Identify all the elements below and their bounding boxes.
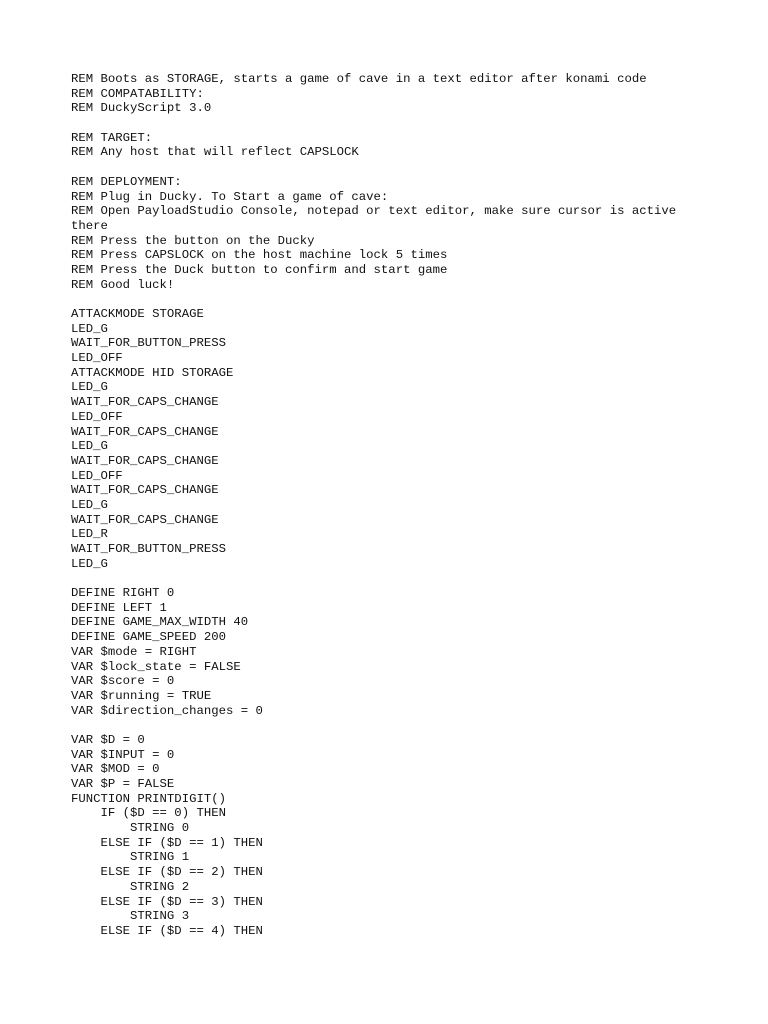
code-line: WAIT_FOR_CAPS_CHANGE [71, 395, 219, 410]
code-line: ELSE IF ($D == 2) THEN [71, 865, 263, 880]
code-line: ELSE IF ($D == 4) THEN [71, 923, 263, 938]
code-line: STRING 2 [71, 879, 190, 894]
code-line: STRING 0 [71, 821, 190, 836]
code-line: there [71, 218, 108, 233]
code-line: STRING 1 [71, 850, 190, 865]
code-line: LED_G [71, 321, 108, 336]
code-line: REM COMPATABILITY: [71, 86, 204, 101]
code-line: DEFINE RIGHT 0 [71, 586, 175, 601]
code-line: WAIT_FOR_CAPS_CHANGE [71, 512, 219, 527]
code-line: ELSE IF ($D == 3) THEN [71, 894, 263, 909]
code-line: VAR $mode = RIGHT [71, 644, 197, 659]
code-line: REM Press CAPSLOCK on the host machine lock 5 times [71, 248, 448, 263]
code-line: REM Press the Duck button to confirm and start game [71, 262, 448, 277]
code-line [71, 116, 711, 131]
code-line: ATTACKMODE HID STORAGE [71, 365, 234, 380]
code-line: IF ($D == 0) THEN [71, 806, 226, 821]
code-line: LED_OFF [71, 409, 123, 424]
code-line: LED_R [71, 527, 108, 542]
code-line: LED_G [71, 439, 108, 454]
code-line [71, 160, 711, 175]
code-line: DEFINE GAME_MAX_WIDTH 40 [71, 615, 249, 630]
code-line: VAR $MOD = 0 [71, 762, 160, 777]
code-line: LED_OFF [71, 351, 123, 366]
code-line: REM Boots as STORAGE, starts a game of cave in a text editor after konami code [71, 72, 647, 86]
code-line: FUNCTION PRINTDIGIT() [71, 791, 226, 806]
code-line: VAR $P = FALSE [71, 777, 175, 791]
code-line [71, 571, 711, 586]
code-line: ELSE IF ($D == 1) THEN [71, 835, 263, 850]
code-line: REM Good luck! [71, 277, 175, 292]
code-line: LED_G [71, 497, 108, 512]
code-line: WAIT_FOR_BUTTON_PRESS [71, 542, 226, 556]
code-line: WAIT_FOR_CAPS_CHANGE [71, 483, 219, 498]
code-line: VAR $D = 0 [71, 732, 145, 747]
code-line: WAIT_FOR_CAPS_CHANGE [71, 453, 219, 468]
code-line: REM DuckyScript 3.0 [71, 101, 212, 116]
code-document [71, 72, 711, 939]
code-line [71, 292, 711, 307]
code-line: REM TARGET: [71, 130, 153, 145]
code-line: DEFINE LEFT 1 [71, 600, 167, 615]
code-line [71, 718, 711, 733]
code-line: WAIT_FOR_BUTTON_PRESS [71, 336, 226, 351]
code-line: DEFINE GAME_SPEED 200 [71, 630, 226, 645]
code-line: VAR $lock_state = FALSE [71, 659, 241, 674]
code-line: REM Plug in Ducky. To Start a game of cave: [71, 189, 389, 204]
code-line: LED_G [71, 556, 108, 571]
code-line: VAR $INPUT = 0 [71, 747, 175, 762]
code-line: STRING 3 [71, 909, 190, 924]
code-line: REM DEPLOYMENT: [71, 174, 182, 189]
code-line: REM Press the button on the Ducky [71, 233, 315, 248]
code-line: VAR $score = 0 [71, 674, 175, 689]
code-line: LED_OFF [71, 468, 123, 483]
code-line: LED_G [71, 380, 108, 395]
code-line: ATTACKMODE STORAGE [71, 307, 204, 321]
code-line: WAIT_FOR_CAPS_CHANGE [71, 424, 219, 439]
code-line: REM Open PayloadStudio Console, notepad or text editor, make sure cursor is active [71, 204, 677, 219]
code-line: VAR $running = TRUE [71, 688, 212, 703]
code-line: VAR $direction_changes = 0 [71, 703, 263, 718]
code-line: REM Any host that will reflect CAPSLOCK [71, 145, 359, 160]
